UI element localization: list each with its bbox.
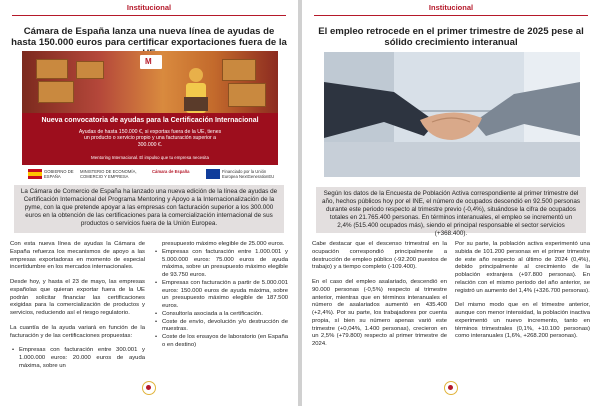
paragraph: Del mismo modo que en el trimestre anterior, aunque con menor intensidad, la población inactiva experimentó un nuevo incremento, tanto en términos trimestrales (0,1%, +10.100 personas) como interanuales (1,6%, +268.200 personas). bbox=[455, 302, 590, 340]
article-summary: La Cámara de Comercio de España ha lanzado una nueva edición de la línea de ayudas de Certificación Internacional del Programa Mentoring y Apoyo a la Internacionalización de la pyme, con la que pretende apoyar a las empresas con facturación superior a los 300.000 euros en la obtención de las certificaciones para la comercialización internacional de sus productos o servicios fuera de la Unión Europea. bbox=[14, 185, 284, 233]
list-item: • Coste de envío, devolución y/o destrucción de muestras. bbox=[153, 319, 288, 335]
box-shape bbox=[222, 59, 256, 81]
banner-headline: Nueva convocatoria de ayudas para la Certificación Internacional bbox=[41, 117, 259, 124]
eu-flag-icon bbox=[206, 169, 220, 179]
bullet-list bbox=[153, 249, 288, 350]
paragraph: Desde hoy, y hasta el 23 de mayo, las empresas españolas que quieran exportar fuera de la UE podrán solicitar financiar las certificaciones exigidas para la comercialización de productos y servicios, reduciendo así el riesgo regulatorio. bbox=[10, 279, 145, 316]
bullet-list bbox=[10, 347, 145, 370]
camara-emblem-icon bbox=[142, 381, 156, 395]
eu-logo-text: Financiado por la Unión Europea NextGenerationEU bbox=[222, 169, 275, 179]
section-label: Institucional bbox=[126, 3, 172, 12]
gobierno-logo-text: GOBIERNO DE ESPAÑA bbox=[44, 169, 74, 179]
body-column-1 bbox=[312, 241, 447, 356]
paragraph: Por su parte, la población activa experimentó una subida de 101.200 personas en el primer trimestre de este año respecto al último de 2024 (0,4%), debido principalmente al crecimiento de la población extranjera (+97.800 personas). En relación con el mismo periodo del año anterior, se registró un aumento del 1,4% (+326.700 personas). bbox=[455, 241, 590, 294]
paragraph: presupuesto máximo elegible de 25.000 euros. bbox=[162, 241, 285, 247]
list-item: • Empresas con facturación a partir de 5.000.001 euros: 150.000 euros de ayuda máxima, sobre un presupuesto máximo elegible de 187.500 euros. bbox=[153, 280, 288, 311]
paragraph: La cuantía de la ayuda variará en función de la facturación y de las certificaciones propuestas: bbox=[10, 324, 145, 339]
section-label: Institucional bbox=[428, 3, 474, 12]
body-column-2 bbox=[153, 241, 288, 350]
banner-body: Ayudas de hasta 150.000 €, si exportas fuera de la UE, tienes un producto o servicio propio y una facturación superior a 300.000 €. bbox=[78, 129, 222, 148]
list-item: • Consultoría asociada a la certificación. bbox=[153, 311, 288, 319]
section-header bbox=[0, 0, 298, 16]
sponsor-logos bbox=[22, 167, 278, 182]
section-rule bbox=[314, 15, 588, 16]
list-item: • Coste de los ensayos de laboratorio (en España o en destino) bbox=[153, 334, 288, 350]
handshake-photo bbox=[324, 52, 580, 177]
section-rule bbox=[12, 15, 286, 16]
article-title: El empleo retrocede en el primer trimestre de 2025 pese al sólido crecimiento interanual bbox=[318, 26, 584, 48]
handshake-illustration bbox=[324, 52, 580, 177]
article-summary: Según los datos de la Encuesta de Población Activa correspondiente al primer trimestre del año, hechos públicos hoy por el INE, el número de ocupados descendió en 92.500 personas durante este periodo respecto al trimestre previo (-0,4%), situándose la cifra de ocupados totales en 21.765.400 personas. En términos interanuales, el empleo se incrementó un 2,4% (515.400 ocupados más), siendo el principal responsable el sector servicios (+368.400). bbox=[316, 187, 586, 233]
box-shape bbox=[76, 61, 104, 79]
paragraph: Cabe destacar que el descenso trimestral en la ocupación correspondió principalmente a destrucción de empleo público (-92.200 puestos de trabajo) y a tiempo completo (-109.400). bbox=[312, 241, 447, 271]
camara-logo-text: Cámara de España bbox=[152, 169, 190, 174]
banner-tagline: Mentoring Internacional. El impulso que tu empresa necesita bbox=[91, 155, 209, 160]
box-shape bbox=[38, 81, 74, 103]
spain-flag-icon bbox=[28, 169, 42, 179]
box-shape bbox=[228, 83, 266, 107]
list-item: • Empresas con facturación entre 1.000.001 y 5.000.000 euros: 75.000 euros de ayuda máxima, sobre un presupuesto máximo elegible de 93.750 euros. bbox=[153, 249, 288, 280]
ministerio-logo-text: MINISTERIO DE ECONOMÍA, COMERCIO Y EMPRESA bbox=[80, 169, 137, 179]
body-column-2 bbox=[455, 241, 590, 348]
body-column-1 bbox=[10, 241, 145, 371]
article-title: Cámara de España lanza una nueva línea de ayudas de hasta 150.000 euros para certificar exportaciones fuera de la bbox=[11, 26, 287, 48]
paragraph: En el caso del empleo asalariado, descendió en 90.000 personas (-0,5%) respecto al trimestre anterior, mientras que en términos interanuales el número de asalariados aumentó en 435.400 (+2,4%). Por su parte, los trabajadores por cuenta propia, sí bien su número apenas varió este trimestre (+0,04%, 1.400 personas), crecieron en un 2,5% (+79.800) respecto al primer trimestre de 2024. bbox=[312, 279, 447, 347]
camara-emblem-icon bbox=[444, 381, 458, 395]
box-shape bbox=[36, 59, 68, 79]
promo-banner bbox=[22, 51, 278, 165]
left-page bbox=[0, 0, 298, 406]
program-logo-mark: M bbox=[145, 57, 152, 66]
paragraph: Con esta nueva línea de ayudas la Cámara de España refuerza los mecanismos de apoyo a las empresas exportadoras en momento de especial incertidumbre en los mercados internacionales. bbox=[10, 241, 145, 271]
list-item: • Empresas con facturación entre 300.001 y 1.000.000 euros: 20.000 euros de ayuda máxima, sobre un bbox=[10, 347, 145, 370]
right-page bbox=[302, 0, 600, 406]
section-header bbox=[302, 0, 600, 16]
